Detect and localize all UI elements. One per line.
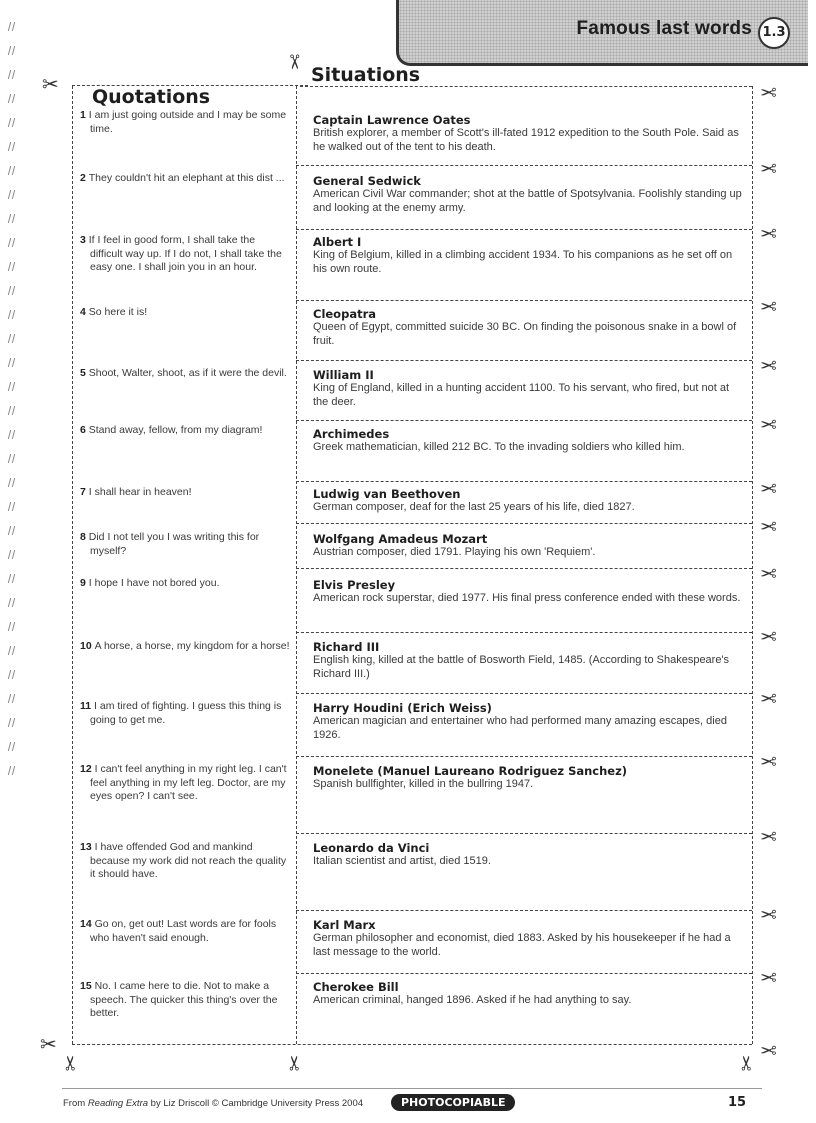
- situation-cut-line: [296, 420, 752, 421]
- situation-item: [313, 487, 743, 515]
- quotation-text: 8 Did I not tell you I was writing this for myself?: [80, 531, 260, 557]
- situation-item: [313, 113, 743, 155]
- cut-line-right: [752, 86, 753, 1044]
- situation-cut-line: [296, 481, 752, 482]
- quotation-item: [80, 640, 290, 654]
- quotation-item: [80, 367, 290, 381]
- quotation-item: [80, 763, 290, 804]
- quotation-number: 10: [80, 640, 95, 652]
- margin-mark: [7, 22, 15, 31]
- margin-mark: [7, 334, 15, 343]
- situation-name: William II: [313, 368, 374, 382]
- scissors-icon: ✂: [760, 965, 777, 989]
- situation-item: [313, 578, 743, 606]
- quotation-item: [80, 841, 290, 882]
- margin-mark: [7, 70, 15, 79]
- quotation-text: 6 Stand away, fellow, from my diagram!: [80, 424, 263, 436]
- situation-cut-line: [296, 833, 752, 834]
- situation-description: American magician and entertainer who had performed many amazing escapes, died 1926.: [313, 715, 727, 741]
- quotation-text: 7 I shall hear in heaven!: [80, 486, 192, 498]
- situation-name: Wolfgang Amadeus Mozart: [313, 532, 488, 546]
- situation-item: [313, 640, 743, 682]
- situation-name: Leonardo da Vinci: [313, 841, 430, 855]
- situation-cut-line: [296, 632, 752, 633]
- margin-mark: [7, 646, 15, 655]
- situation-item: [313, 841, 743, 869]
- quotation-number: 1: [80, 109, 89, 121]
- scissors-icon: ✂: [760, 902, 777, 926]
- situation-description: American criminal, hanged 1896. Asked if he had anything to say.: [313, 994, 632, 1006]
- situation-item: [313, 980, 743, 1008]
- scissors-icon: ✂: [760, 561, 777, 585]
- quotation-text: 10 A horse, a horse, my kingdom for a horse!: [80, 640, 290, 652]
- scissors-icon: ✂: [282, 53, 307, 71]
- situation-cut-line: [296, 756, 752, 757]
- situation-item: [313, 235, 743, 277]
- situation-item: [313, 764, 743, 792]
- margin-mark: [7, 46, 15, 55]
- margin-mark: [7, 478, 15, 487]
- situation-cut-line: [296, 165, 752, 166]
- scissors-icon: ✂: [760, 624, 777, 648]
- situation-name: Richard III: [313, 640, 380, 654]
- scissors-icon: ✂: [760, 824, 777, 848]
- situation-name: Cleopatra: [313, 307, 377, 321]
- situation-name: Captain Lawrence Oates: [313, 113, 471, 127]
- margin-mark: [7, 550, 15, 559]
- quotation-item: [80, 700, 290, 727]
- quotation-item: [80, 486, 290, 500]
- scissors-icon: ✂: [42, 72, 59, 96]
- quotation-item: [80, 918, 290, 945]
- situations-heading: Situations: [311, 64, 421, 86]
- quotation-item: [80, 109, 290, 136]
- margin-mark: [7, 262, 15, 271]
- scissors-icon: ✂: [760, 221, 777, 245]
- situation-name: Cherokee Bill: [313, 980, 399, 994]
- margin-mark: [7, 238, 15, 247]
- quotation-item: [80, 424, 290, 438]
- margin-mark: [7, 502, 15, 511]
- page-title: Famous last words: [576, 18, 752, 39]
- margin-mark: [7, 382, 15, 391]
- margin-mark: [7, 718, 15, 727]
- scissors-icon: ✂: [760, 353, 777, 377]
- situation-description: English king, killed at the battle of Bosworth Field, 1485. (According to Shakespeare's Richard III.): [313, 654, 730, 680]
- situation-item: [313, 368, 743, 410]
- margin-mark: [7, 742, 15, 751]
- footer-credit: [63, 1098, 363, 1109]
- situation-description: British explorer, a member of Scott's ill-fated 1912 expedition to the South Pole. Said as he walked out of the tent to his death.: [313, 127, 739, 153]
- situation-description: Italian scientist and artist, died 1519.: [313, 855, 491, 867]
- scissors-icon: ✂: [760, 80, 777, 104]
- situation-description: Greek mathematician, killed 212 BC. To the invading soldiers who killed him.: [313, 441, 685, 453]
- quotation-number: 6: [80, 424, 89, 436]
- margin-mark: [7, 694, 15, 703]
- quotation-number: 11: [80, 700, 95, 712]
- situation-name: Monelete (Manuel Laureano Rodriguez Sanchez): [313, 764, 628, 778]
- scissors-icon: ✂: [760, 749, 777, 773]
- quotation-text: 15 No. I came here to die. Not to make a speech. The quicker this thing's over the better.: [80, 980, 278, 1020]
- situation-item: [313, 701, 743, 743]
- scissors-icon: ✂: [58, 1054, 83, 1072]
- quotation-number: 2: [80, 172, 89, 184]
- situation-description: Austrian composer, died 1791. Playing his own 'Requiem'.: [313, 546, 596, 558]
- credit-book-title: Reading Extra: [87, 1098, 149, 1109]
- situation-name: Harry Houdini (Erich Weiss): [313, 701, 492, 715]
- situation-description: American Civil War commander; shot at the battle of Spotsylvania. Foolishly standing up and looking at the enemy army.: [313, 188, 742, 214]
- footer-rule: [62, 1088, 762, 1089]
- situation-cut-line: [296, 568, 752, 569]
- quotation-text: 3 If I feel in good form, I shall take the difficult way up. If I do not, I shall take the easy one. I shall join you in an hour.: [80, 234, 282, 274]
- credit-suffix: by Liz Driscoll © Cambridge University Press 2004: [148, 1098, 364, 1109]
- cut-line-left: [72, 86, 73, 1044]
- situation-description: German philosopher and economist, died 1883. Asked by his housekeeper if he had a last message to the world.: [313, 932, 731, 958]
- situation-name: Albert I: [313, 235, 362, 249]
- situation-description: American rock superstar, died 1977. His final press conference ended with these words.: [313, 592, 741, 604]
- situation-description: King of Belgium, killed in a climbing accident 1934. To his companions as he set off on his own route.: [313, 249, 733, 275]
- situation-name: Elvis Presley: [313, 578, 396, 592]
- situation-description: Queen of Egypt, committed suicide 30 BC. On finding the poisonous snake in a bowl of fruit.: [313, 321, 737, 347]
- margin-mark: [7, 670, 15, 679]
- margin-mark: [7, 166, 15, 175]
- quotation-text: 1 I am just going outside and I may be some time.: [80, 109, 287, 135]
- situation-cut-line: [296, 360, 752, 361]
- margin-mark: [7, 190, 15, 199]
- scissors-icon: ✂: [760, 412, 777, 436]
- margin-mark: [7, 454, 15, 463]
- margin-mark: [7, 430, 15, 439]
- quotation-number: 15: [80, 980, 95, 992]
- situation-item: [313, 918, 743, 960]
- photocopiable-badge: PHOTOCOPIABLE: [391, 1094, 515, 1111]
- situation-description: King of England, killed in a hunting accident 1100. To his servant, who fired, but not at the deer.: [313, 382, 730, 408]
- margin-mark: [7, 310, 15, 319]
- page-number: 15: [728, 1095, 747, 1110]
- situation-name: General Sedwick: [313, 174, 421, 188]
- quotations-heading: Quotations: [92, 86, 211, 108]
- situation-cut-line: [296, 910, 752, 911]
- quotation-item: [80, 577, 290, 591]
- unit-badge: 1.3: [758, 17, 790, 49]
- quotation-item: [80, 172, 290, 186]
- scissors-icon: ✂: [760, 294, 777, 318]
- scissors-icon: ✂: [40, 1032, 57, 1056]
- situation-name: Ludwig van Beethoven: [313, 487, 461, 501]
- scissors-icon: ✂: [760, 156, 777, 180]
- quotation-number: 12: [80, 763, 95, 775]
- situation-item: [313, 307, 743, 349]
- quotation-item: [80, 234, 290, 275]
- situation-name: Karl Marx: [313, 918, 376, 932]
- quotation-item: [80, 306, 290, 320]
- credit-prefix: From: [63, 1098, 88, 1109]
- situation-description: German composer, deaf for the last 25 years of his life, died 1827.: [313, 501, 635, 513]
- situation-cut-line: [296, 973, 752, 974]
- margin-mark: [7, 598, 15, 607]
- quotation-text: 12 I can't feel anything in my right leg. I can't feel anything in my left leg. Doctor, are my eyes open? I can't see.: [80, 763, 287, 803]
- quotation-text: 13 I have offended God and mankind because my work did not reach the quality it should have.: [80, 841, 287, 881]
- quotation-text: 11 I am tired of fighting. I guess this thing is going to get me.: [80, 700, 282, 726]
- quotation-number: 5: [80, 367, 89, 379]
- margin-mark: [7, 142, 15, 151]
- situation-item: [313, 174, 743, 216]
- quotation-number: 8: [80, 531, 89, 543]
- margin-mark: [7, 358, 15, 367]
- margin-mark: [7, 286, 15, 295]
- margin-mark: [7, 622, 15, 631]
- situation-cut-line: [296, 229, 752, 230]
- situation-name: Archimedes: [313, 427, 390, 441]
- margin-mark: [7, 214, 15, 223]
- quotation-text: 2 They couldn't hit an elephant at this dist ...: [80, 172, 285, 184]
- margin-mark: [7, 94, 15, 103]
- margin-mark: [7, 118, 15, 127]
- quotation-number: 3: [80, 234, 89, 246]
- quotation-number: 7: [80, 486, 89, 498]
- quotation-text: 14 Go on, get out! Last words are for fools who haven't said enough.: [80, 918, 277, 944]
- quotation-item: [80, 531, 290, 558]
- situation-cut-line: [296, 300, 752, 301]
- scissors-icon: ✂: [282, 1054, 307, 1072]
- quotation-text: 4 So here it is!: [80, 306, 148, 318]
- quotation-number: 4: [80, 306, 89, 318]
- margin-mark: [7, 526, 15, 535]
- scissors-icon: ✂: [760, 1038, 777, 1062]
- margin-mark: [7, 406, 15, 415]
- quotation-number: 13: [80, 841, 95, 853]
- quotation-number: 14: [80, 918, 95, 930]
- situation-cut-line: [296, 693, 752, 694]
- scissors-icon: ✂: [760, 514, 777, 538]
- quotation-text: 5 Shoot, Walter, shoot, as if it were the devil.: [80, 367, 287, 379]
- situation-item: [313, 532, 743, 560]
- situation-item: [313, 427, 743, 455]
- quotation-text: 9 I hope I have not bored you.: [80, 577, 220, 589]
- margin-mark: [7, 574, 15, 583]
- situation-description: Spanish bullfighter, killed in the bullring 1947.: [313, 778, 534, 790]
- scissors-icon: ✂: [760, 686, 777, 710]
- quotation-item: [80, 980, 290, 1021]
- situation-cut-line: [296, 523, 752, 524]
- cut-line-bottom: [72, 1044, 752, 1045]
- scissors-icon: ✂: [734, 1054, 759, 1072]
- cut-line-top-right: [300, 86, 752, 87]
- margin-mark: [7, 766, 15, 775]
- quotation-number: 9: [80, 577, 89, 589]
- scissors-icon: ✂: [760, 476, 777, 500]
